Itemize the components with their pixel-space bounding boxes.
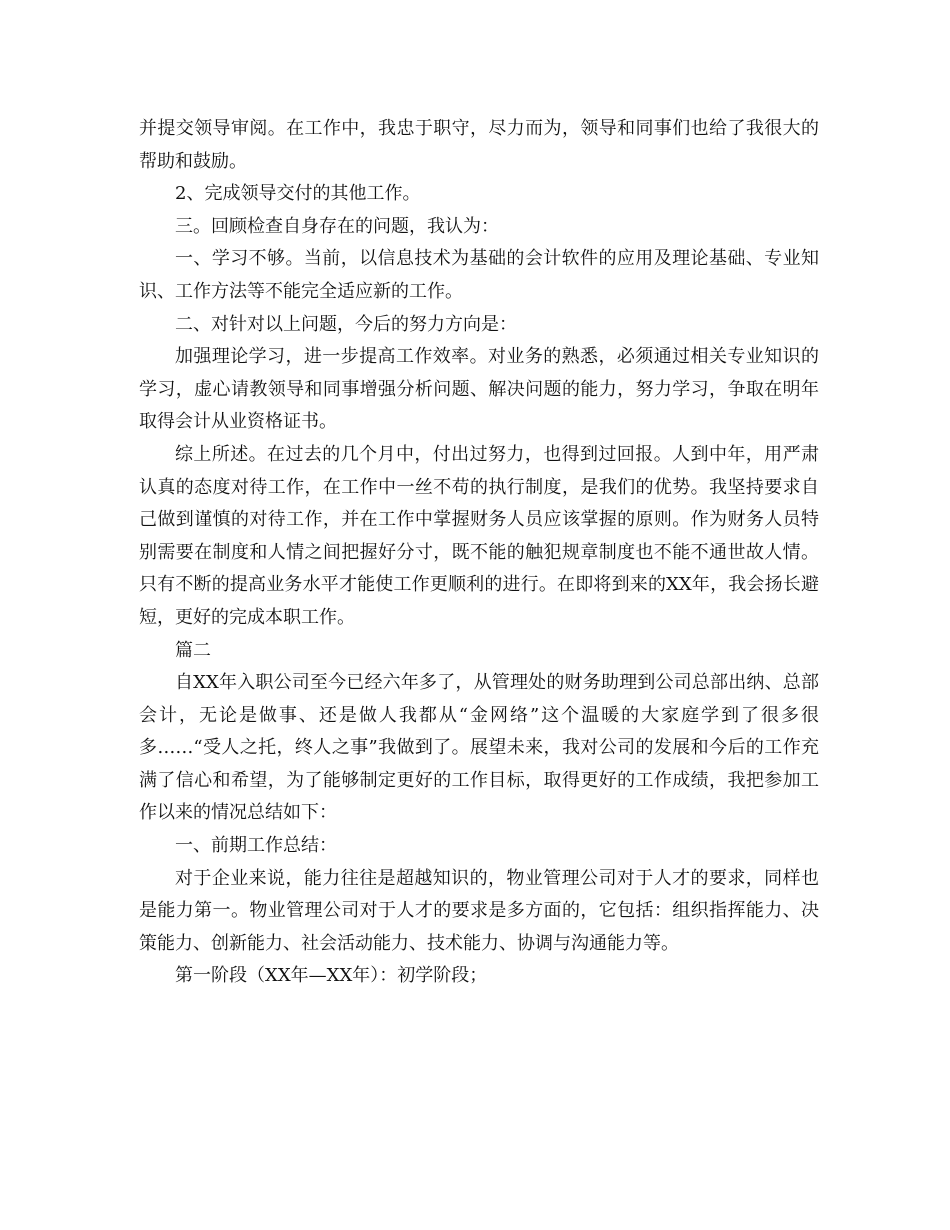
paragraph-7: 综上所述。在过去的几个月中，付出过努力，也得到过回报。人到中年，用严肃认真的态度对待工作，在工作中一丝不苟的执行制度，是我们的优势。我坚持要求自己做到谨慎的对待工作，并在工作中掌握财务人员应该掌握的原则。作为财务人员特别需要在制度和人情之间把握好分寸，既不能的触犯规章制度也不能不通世故人情。只有不断的提高业务水平才能使工作更顺利的进行。在即将到来的XX年，我会扬长避短，更好的完成本职工作。	[139, 443, 819, 628]
stage-heading-first: 第一阶段（XX年—XX年）：初学阶段；	[175, 965, 488, 987]
section-heading-early-work: 一、前期工作总结：	[175, 835, 337, 857]
paragraph-5: 二、对针对以上问题，今后的努力方向是：	[175, 313, 517, 335]
paragraph-3: 三。回顾检查自身存在的问题，我认为：	[175, 215, 499, 237]
paragraph-6: 加强理论学习，进一步提高工作效率。对业务的熟悉，必须通过相关专业知识的学习，虚心请教领导和同事增强分析问题、解决问题的能力，努力学习，争取在明年取得会计从业资格证书。	[139, 346, 819, 433]
document-page	[139, 113, 819, 993]
paragraph-2: 2、完成领导交付的其他工作。	[175, 183, 421, 205]
paragraph-4: 一、学习不够。当前，以信息技术为基础的会计软件的应用及理论基础、专业知识、工作方法等不能完全适应新的工作。	[139, 248, 819, 302]
paragraph-1: 并提交领导审阅。在工作中，我忠于职守，尽力而为，领导和同事们也给了我很大的帮助和鼓励。	[139, 118, 819, 172]
paragraph-11: 对于企业来说，能力往往是超越知识的，物业管理公司对于人才的要求，同样也是能力第一。物业管理公司对于人才的要求是多方面的，它包括：组织指挥能力、决策能力、创新能力、社会活动能力、技术能力、协调与沟通能力等。	[139, 867, 819, 954]
section-heading-part-two: 篇二	[175, 639, 211, 661]
paragraph-9: 自XX年入职公司至今已经六年多了，从管理处的财务助理到公司总部出纳、总部会计，无论是做事、还是做人我都从“金网络”这个温暖的大家庭学到了很多很多……“受人之托，终人之事”我做到了。展望未来，我对公司的发展和今后的工作充满了信心和希望，为了能够制定更好的工作目标，取得更好的工作成绩，我把参加工作以来的情况总结如下：	[139, 672, 819, 824]
